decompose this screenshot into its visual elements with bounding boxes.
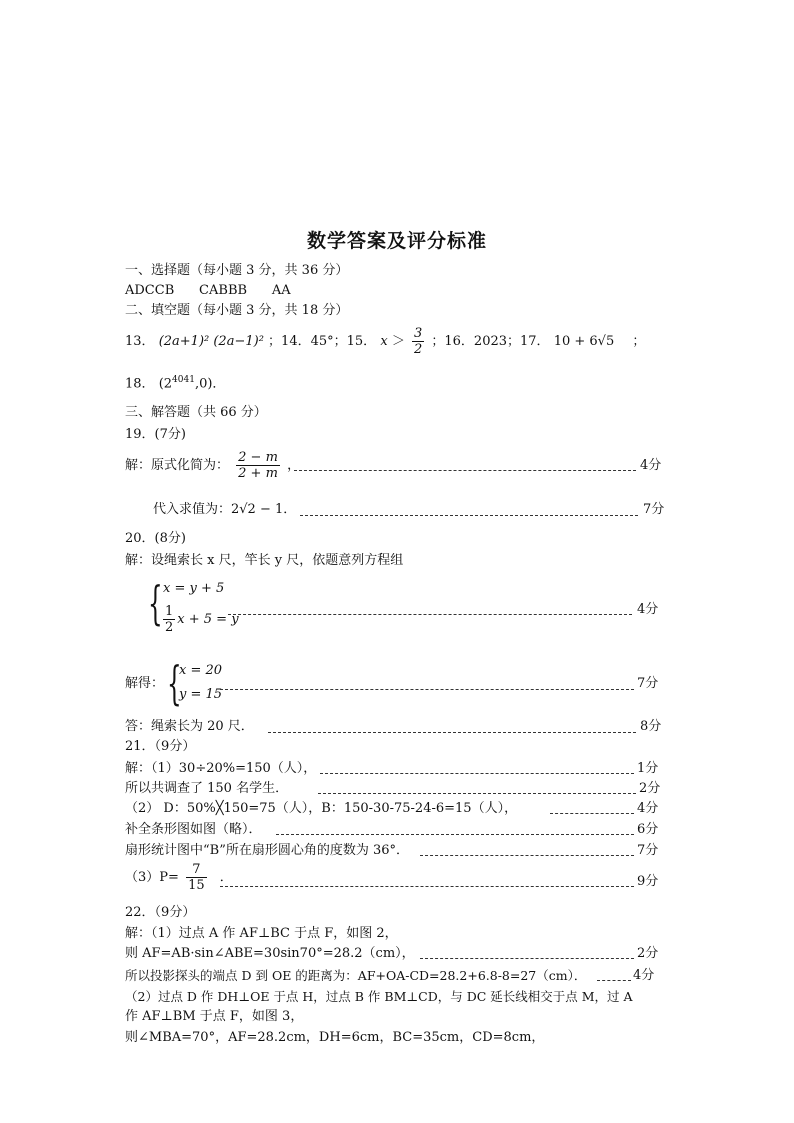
q21-line3: （2） D：50%╳150=75（人），B：150-30-75-24-6=15（人）， xyxy=(125,801,518,816)
q20-solution-brace: { xyxy=(167,656,182,710)
q15-numerator: 3 xyxy=(413,326,423,341)
q20-setup: 解：设绳索长 x 尺，竿长 y 尺，依题意列方程组 xyxy=(125,553,404,568)
q21-leader-2 xyxy=(318,793,636,794)
section2-heading: 二、填空题（每小题 3 分，共 18 分） xyxy=(125,303,349,318)
q19-comma: ， xyxy=(287,458,301,473)
q19-heading: 19．(7分) xyxy=(125,427,186,442)
q19-numerator: 2 − m xyxy=(238,450,278,465)
q19-line1 xyxy=(125,450,300,481)
q21-score-4: 6分 xyxy=(637,822,659,837)
q20-leader-2 xyxy=(220,689,634,690)
q13-17-line xyxy=(125,326,645,357)
q19-leader-2 xyxy=(300,515,638,516)
q16-17-text: ；16．2023；17． xyxy=(431,334,550,349)
q20-equation-1: x = y + 5 xyxy=(163,581,225,596)
q20-answer: 答：绳索长为 20 尺． xyxy=(125,719,254,734)
q19-simplified-label: 解：原式化简为： xyxy=(125,458,230,473)
q21-line5: 扇形统计图中“B”所在扇形圆心角的度数为 36°． xyxy=(125,843,410,858)
q17-end: ； xyxy=(632,334,646,349)
q18-superscript: 4041 xyxy=(172,375,195,385)
q20-equation-2-rest: x + 5 = y xyxy=(177,612,239,627)
q15-variable: x xyxy=(380,334,388,349)
q20-solve-label: 解得： xyxy=(125,676,165,691)
page-title: 数学答案及评分标准 xyxy=(306,230,487,252)
q21-probability-numerator: 7 xyxy=(186,862,207,878)
q22-line6: 则∠MBA=70°，AF=28.2cm，DH=6cm，BC=35cm，CD=8cm， xyxy=(125,1030,545,1045)
q13-label: 13． xyxy=(125,334,155,349)
section3-heading: 三、解答题（共 66 分） xyxy=(125,405,267,420)
q13-expression: (2a+1)² (2a−1)² xyxy=(158,334,264,349)
q20-leader-1 xyxy=(228,614,632,615)
q22-line5: 作 AF⊥BM 于点 F，如图 3， xyxy=(125,1009,304,1024)
q21-line1: 解：（1）30÷20%=150（人）， xyxy=(125,761,317,776)
q20-heading: 20．(8分) xyxy=(125,531,186,546)
q20-system-brace: { xyxy=(148,576,163,630)
q20-half-denominator: 2 xyxy=(165,620,174,635)
q19-denominator: 2 + m xyxy=(238,466,278,481)
q21-leader-3 xyxy=(550,813,634,814)
q22-score-2: 2分 xyxy=(637,946,659,961)
q22-line1: 解：（1）过点 A 作 AF⊥BC 于点 F，如图 2， xyxy=(125,926,398,941)
q21-line2: 所以共调查了 150 名学生． xyxy=(125,781,289,796)
q22-score-3: 4分 xyxy=(633,968,655,983)
q22-line2: 则 AF=AB·sin∠ABE=30sin70°=28.2（cm）， xyxy=(125,946,415,961)
q21-score-3: 4分 xyxy=(637,801,659,816)
q20-solution-1: x = 20 xyxy=(179,663,223,678)
q22-leader-3 xyxy=(597,980,631,981)
q21-heading: 21．（9分） xyxy=(125,739,196,754)
q15-greater-than: ＞ xyxy=(391,334,405,349)
q21-leader-6 xyxy=(220,886,634,887)
q21-score-5: 7分 xyxy=(637,843,659,858)
q21-leader-5 xyxy=(420,855,634,856)
q20-half-numerator: 1 xyxy=(165,604,174,619)
q17-expression: 10 + 6√5 xyxy=(553,334,615,349)
q22-heading: 22．（9分） xyxy=(125,905,196,920)
q20-half-fraction xyxy=(163,604,175,635)
q20-score-1: 4分 xyxy=(637,602,659,617)
q22-leader-2 xyxy=(420,958,634,959)
q19-leader-1 xyxy=(294,470,636,471)
q21-line6 xyxy=(125,862,233,894)
q21-probability-fraction xyxy=(186,862,207,893)
q21-leader-1 xyxy=(320,773,634,774)
section1-heading: 一、选择题（每小题 3 分，共 36 分） xyxy=(125,263,349,278)
q22-line3: 所以投影探头的端点 D 到 OE 的距离为：AF+OA-CD=28.2+6.8-8=27（cm）． xyxy=(125,968,587,983)
q20-leader-3 xyxy=(268,732,636,733)
q20-score-2: 7分 xyxy=(637,676,659,691)
q21-leader-4 xyxy=(276,834,634,835)
q18-line xyxy=(125,372,225,392)
q19-score-2: 7分 xyxy=(643,502,665,517)
q21-line4: 补全条形图如图（略）． xyxy=(125,822,262,837)
section1-answers: ADCCB CABBB AA xyxy=(125,283,291,298)
q15-denominator: 2 xyxy=(413,342,423,357)
q21-score-1: 1分 xyxy=(637,761,659,776)
q19-line2: 代入求值为：2√2 − 1． xyxy=(153,502,297,517)
q18-label: 18． xyxy=(125,376,155,392)
q15-fraction xyxy=(412,326,424,357)
q18-expr-b: ,0)． xyxy=(194,376,226,392)
q21-score-6: 9分 xyxy=(637,874,659,889)
q22-line4: （2）过点 D 作 DH⊥OE 于点 H，过点 B 作 BM⊥CD，与 DC 延长线相交于点 M，过 A xyxy=(125,989,633,1004)
q18-expr-a: (2 xyxy=(158,376,173,392)
q21-probability-label: （3）P= xyxy=(125,870,179,885)
q21-score-2: 2分 xyxy=(639,781,661,796)
q19-score-1: 4分 xyxy=(640,458,662,473)
q20-equation-2 xyxy=(163,604,239,635)
q21-probability-denominator: 15 xyxy=(188,878,205,893)
q20-solution-2: y = 15 xyxy=(179,687,223,702)
q19-fraction xyxy=(236,450,280,481)
q21-probability-end: ． xyxy=(219,870,233,885)
q20-score-3: 8分 xyxy=(640,719,662,734)
q14-15-text: ；14．45°；15． xyxy=(268,334,377,349)
